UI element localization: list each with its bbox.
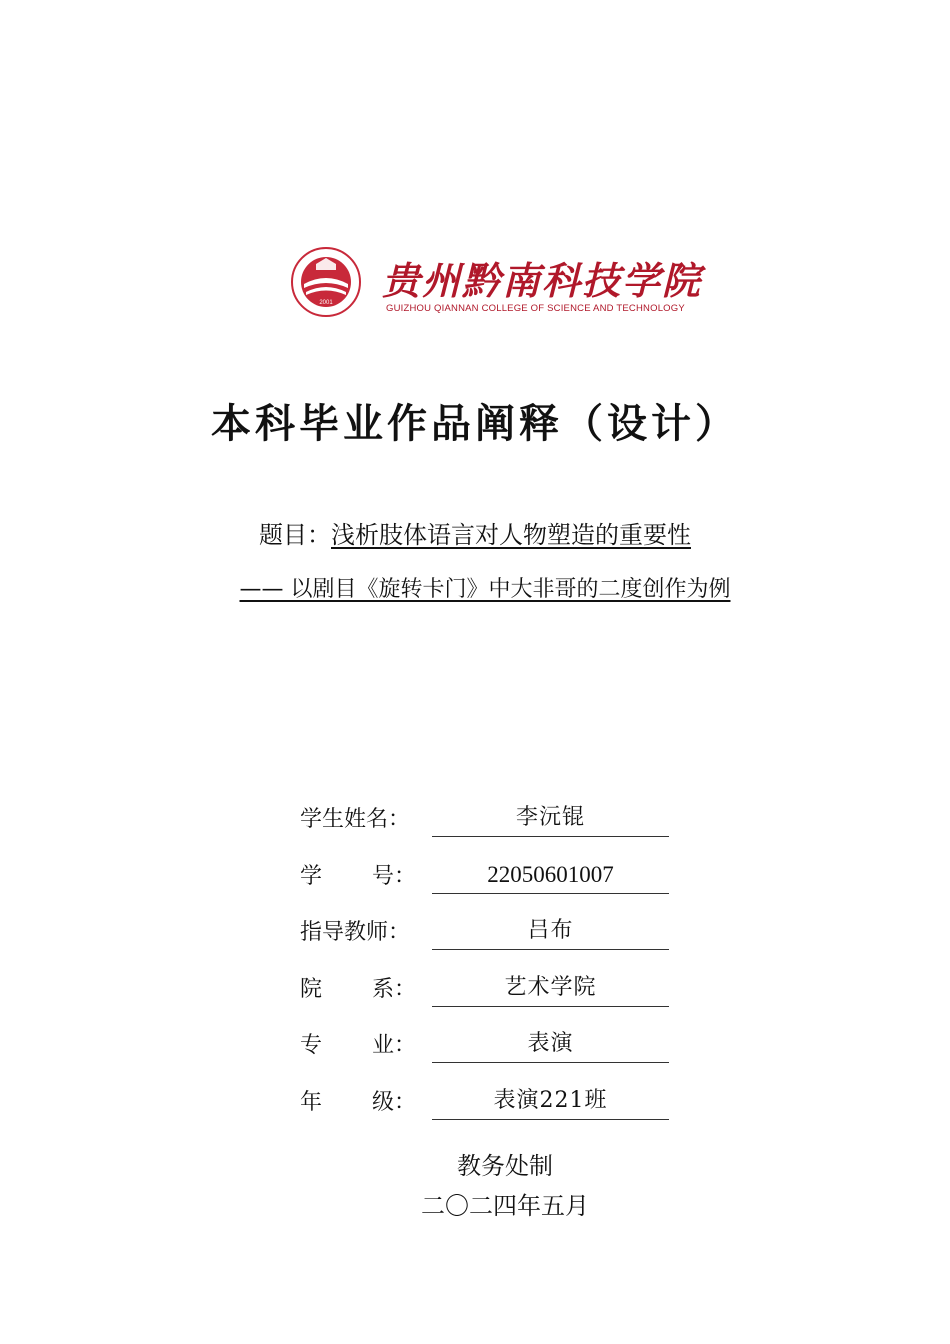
page-title: 本科毕业作品阐释（设计） [211,401,739,447]
issuing-office: 教务处制 [457,1152,553,1180]
info-value-student-id: 22050601007 [432,857,669,894]
info-value-department: 艺术学院 [432,970,669,1007]
info-row-advisor: 指导教师： 吕布 [300,911,680,968]
info-value-advisor: 吕布 [432,913,669,950]
college-logo [290,246,710,318]
info-value-name: 李沅锟 [432,800,669,837]
college-name-en: GUIZHOU QIANNAN COLLEGE OF SCIENCE AND TECHNOLOGY [386,303,685,314]
college-name-cn: 贵州黔南科技学院 [382,258,703,303]
topic-text: 浅析肢体语言对人物塑造的重要性 [331,521,691,549]
college-seal-icon [290,246,362,318]
svg-text:2001: 2001 [319,300,333,306]
info-row-student-id: 学 号： 22050601007 [300,855,680,912]
info-row-department: 院 系： 艺术学院 [300,968,680,1025]
info-row-major: 专 业： 表演 [300,1024,680,1081]
topic-label: 题目： [259,521,331,549]
topic-subtitle: —— 以剧目《旋转卡门》中大非哥的二度创作为例 [239,577,731,602]
info-row-grade: 年 级： 表演221班 [300,1081,680,1138]
student-info [300,798,680,1137]
topic-line [0,515,950,550]
info-row-name: 学生姓名： 李沅锟 [300,798,680,855]
info-value-major: 表演 [432,1026,669,1063]
issue-date: 二〇二四年五月 [421,1192,589,1220]
info-value-grade: 表演221班 [432,1083,669,1120]
